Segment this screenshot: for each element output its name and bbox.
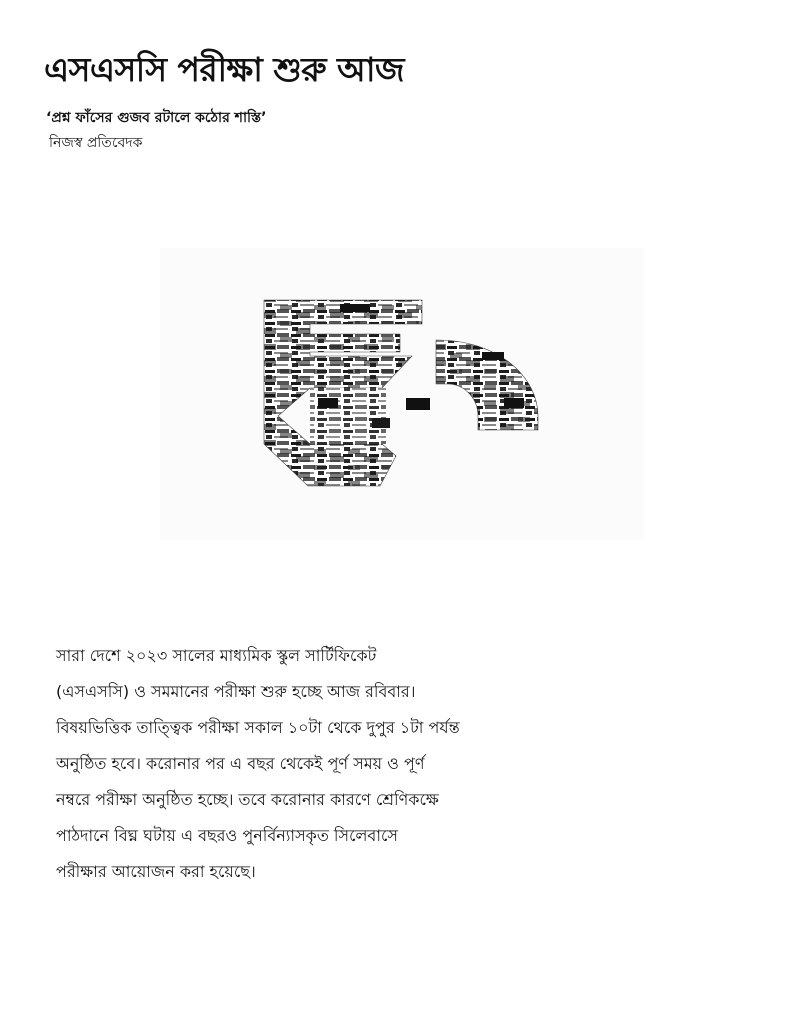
body-line: সারা দেশে ২০২৩ সালের মাধ্যমিক স্কুল সার্টিফিকেট <box>56 646 377 665</box>
newspaper-logo-image <box>160 248 644 540</box>
body-line: নম্বরে পরীক্ষা অনুষ্ঠিত হচ্ছে। তবে করোনার কারণে শ্রেণিকক্ষে <box>56 790 439 809</box>
article-headline: এসএসসি পরীক্ষা শুরু আজ <box>44 50 405 89</box>
body-line: পাঠদানে বিঘ্ন ঘটায় এ বছরও পুনর্বিন্যাসকৃত সিলেবাসে <box>56 826 398 845</box>
article-body <box>56 638 556 890</box>
body-line: অনুষ্ঠিত হবে। করোনার পর এ বছর থেকেই পূর্ণ সময় ও পূর্ণ <box>56 754 425 773</box>
article-byline: নিজস্ব প্রতিবেদক <box>49 135 143 151</box>
newspaper-logo-icon <box>160 248 644 540</box>
body-line: পরীক্ষার আয়োজন করা হয়েছে। <box>56 862 256 881</box>
body-line: বিষয়ভিত্তিক তাত্ত্বিক পরীক্ষা সকাল ১০টা থেকে দুপুর ১টা পর্যন্ত <box>56 718 460 737</box>
body-line: (এসএসসি) ও সমমানের পরীক্ষা শুরু হচ্ছে আজ রবিবার। <box>56 682 416 701</box>
article-subhead: ‘প্রশ্ন ফাঁসের গুজব রটালে কঠোর শাস্তি’ <box>46 110 267 126</box>
